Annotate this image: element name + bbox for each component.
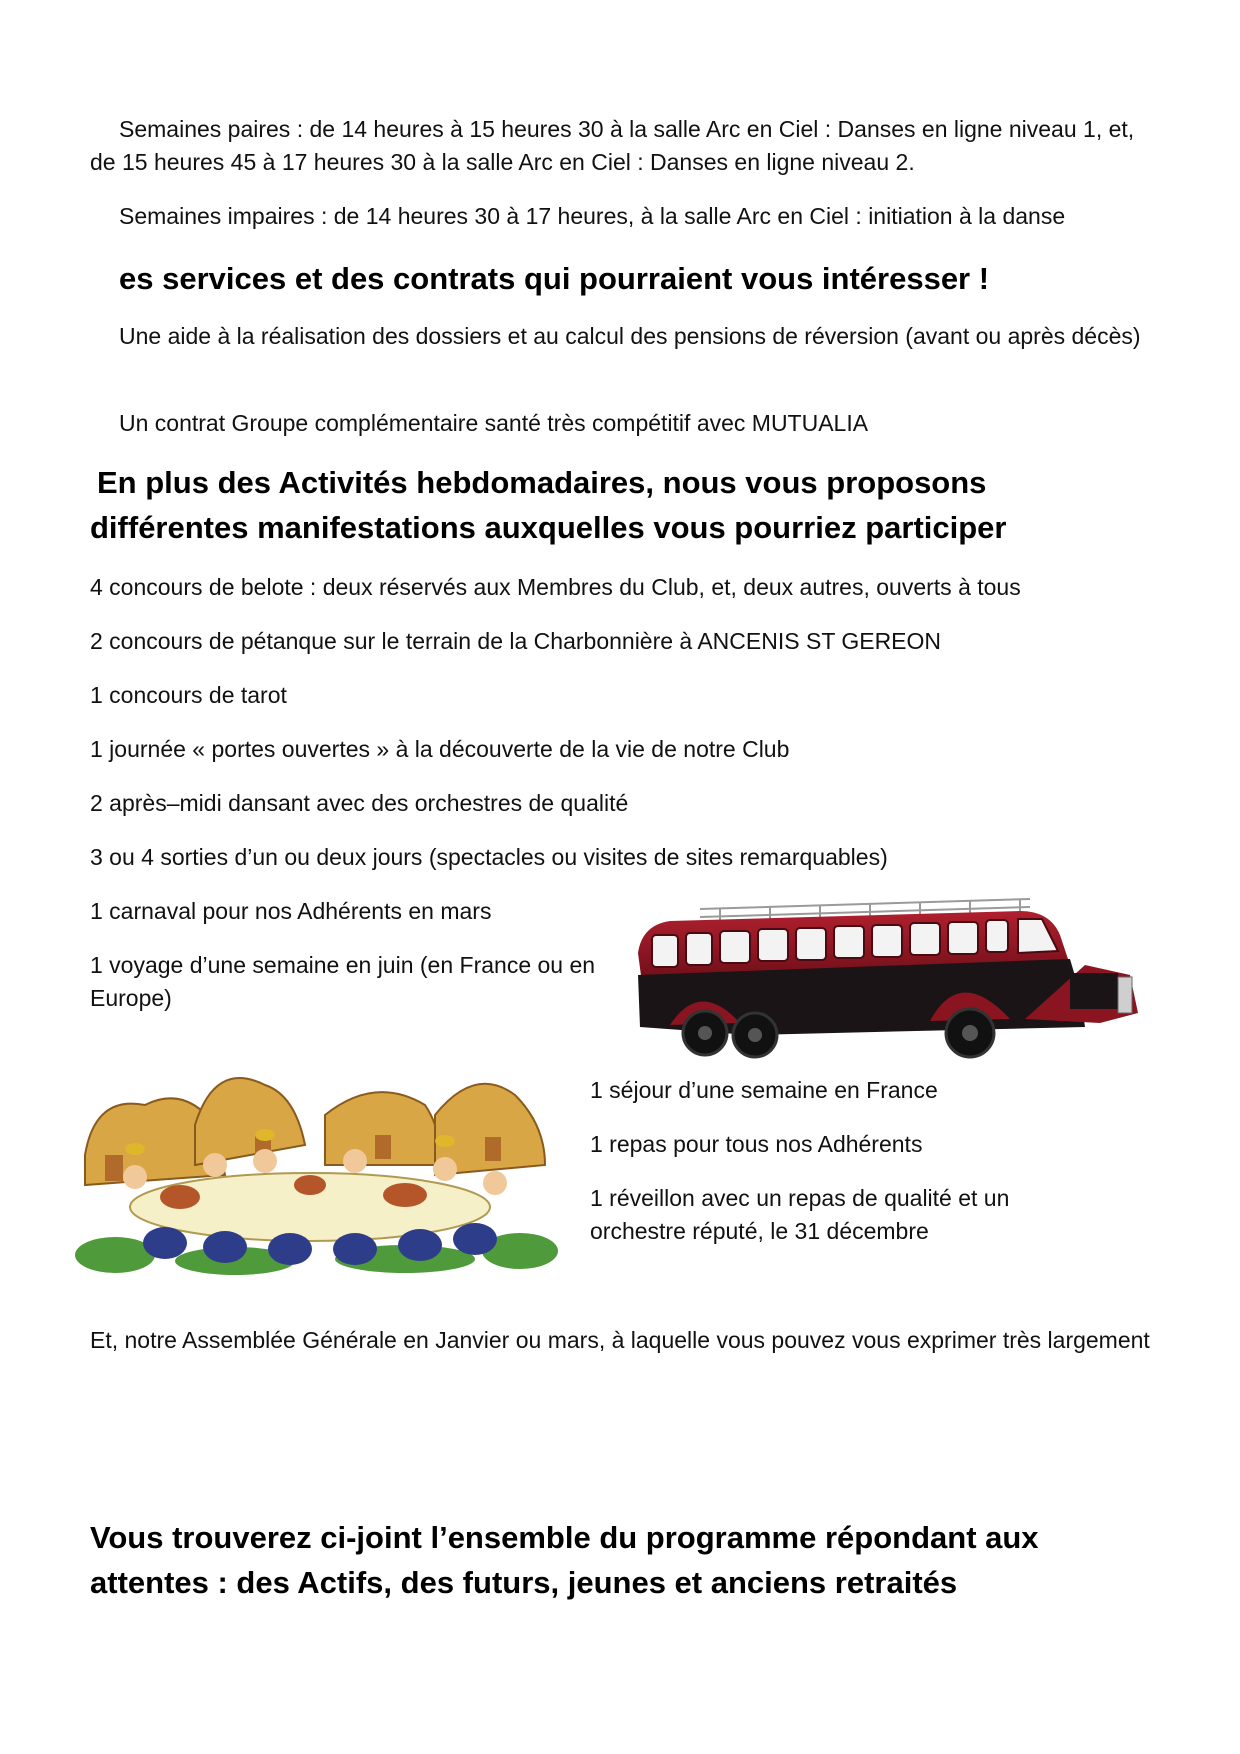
event-item: 1 séjour d’une semaine en France (590, 1077, 938, 1103)
event-item: 2 concours de pétanque sur le terrain de la Charbonnière à ANCENIS ST GEREON (90, 628, 942, 654)
event-item: 1 repas pour tous nos Adhérents (590, 1131, 923, 1157)
services-heading: es services et des contrats qui pourraient vous intéresser ! (119, 261, 990, 296)
event-item: 3 ou 4 sorties d’un ou deux jours (spectacles ou visites de sites remarquables) (90, 844, 888, 870)
event-item: 2 après–midi dansant avec des orchestres de qualité (90, 790, 629, 816)
assembly-text: Et, notre Assemblée Générale en Janvier ou mars, à laquelle vous pouvez vous exprimer très largement (90, 1327, 1150, 1353)
event-item: 1 concours de tarot (90, 682, 287, 708)
even-weeks-text: Semaines paires : de 14 heures à 15 heures 30 à la salle Arc en Ciel : Danses en ligne niveau 1, et, de 15 heures 45 à 17 heures 30 à la salle Arc en Ciel : Danses en ligne niveau 2. (90, 116, 1135, 175)
service-item: Un contrat Groupe complémentaire santé très compétitif avec MUTUALIA (119, 410, 869, 436)
event-item: 1 journée « portes ouvertes » à la découverte de la vie de notre Club (90, 736, 790, 762)
closing-heading: Vous trouverez ci-joint l’ensemble du programme répondant aux attentes : des Actifs, des futurs, jeunes et anciens retraités (90, 1520, 1039, 1600)
event-item: 4 concours de belote : deux réservés aux Membres du Club, et, deux autres, ouverts à tous (90, 574, 1021, 600)
event-item: 1 voyage d’une semaine en juin (en France ou en Europe) (90, 952, 596, 1011)
banquet-illustration (75, 1065, 560, 1275)
events-heading: En plus des Activités hebdomadaires, nous vous proposons différentes manifestations auxquelles vous pourriez participer (90, 465, 1007, 545)
odd-weeks-text: Semaines impaires : de 14 heures 30 à 17 heures, à la salle Arc en Ciel : initiation à la danse (119, 203, 1066, 229)
event-item: 1 réveillon avec un repas de qualité et un orchestre réputé, le 31 décembre (590, 1185, 1010, 1244)
bus-illustration (630, 895, 1140, 1065)
event-item: 1 carnaval pour nos Adhérents en mars (90, 898, 492, 924)
service-item: Une aide à la réalisation des dossiers et au calcul des pensions de réversion (avant ou après décès) (119, 323, 1141, 349)
